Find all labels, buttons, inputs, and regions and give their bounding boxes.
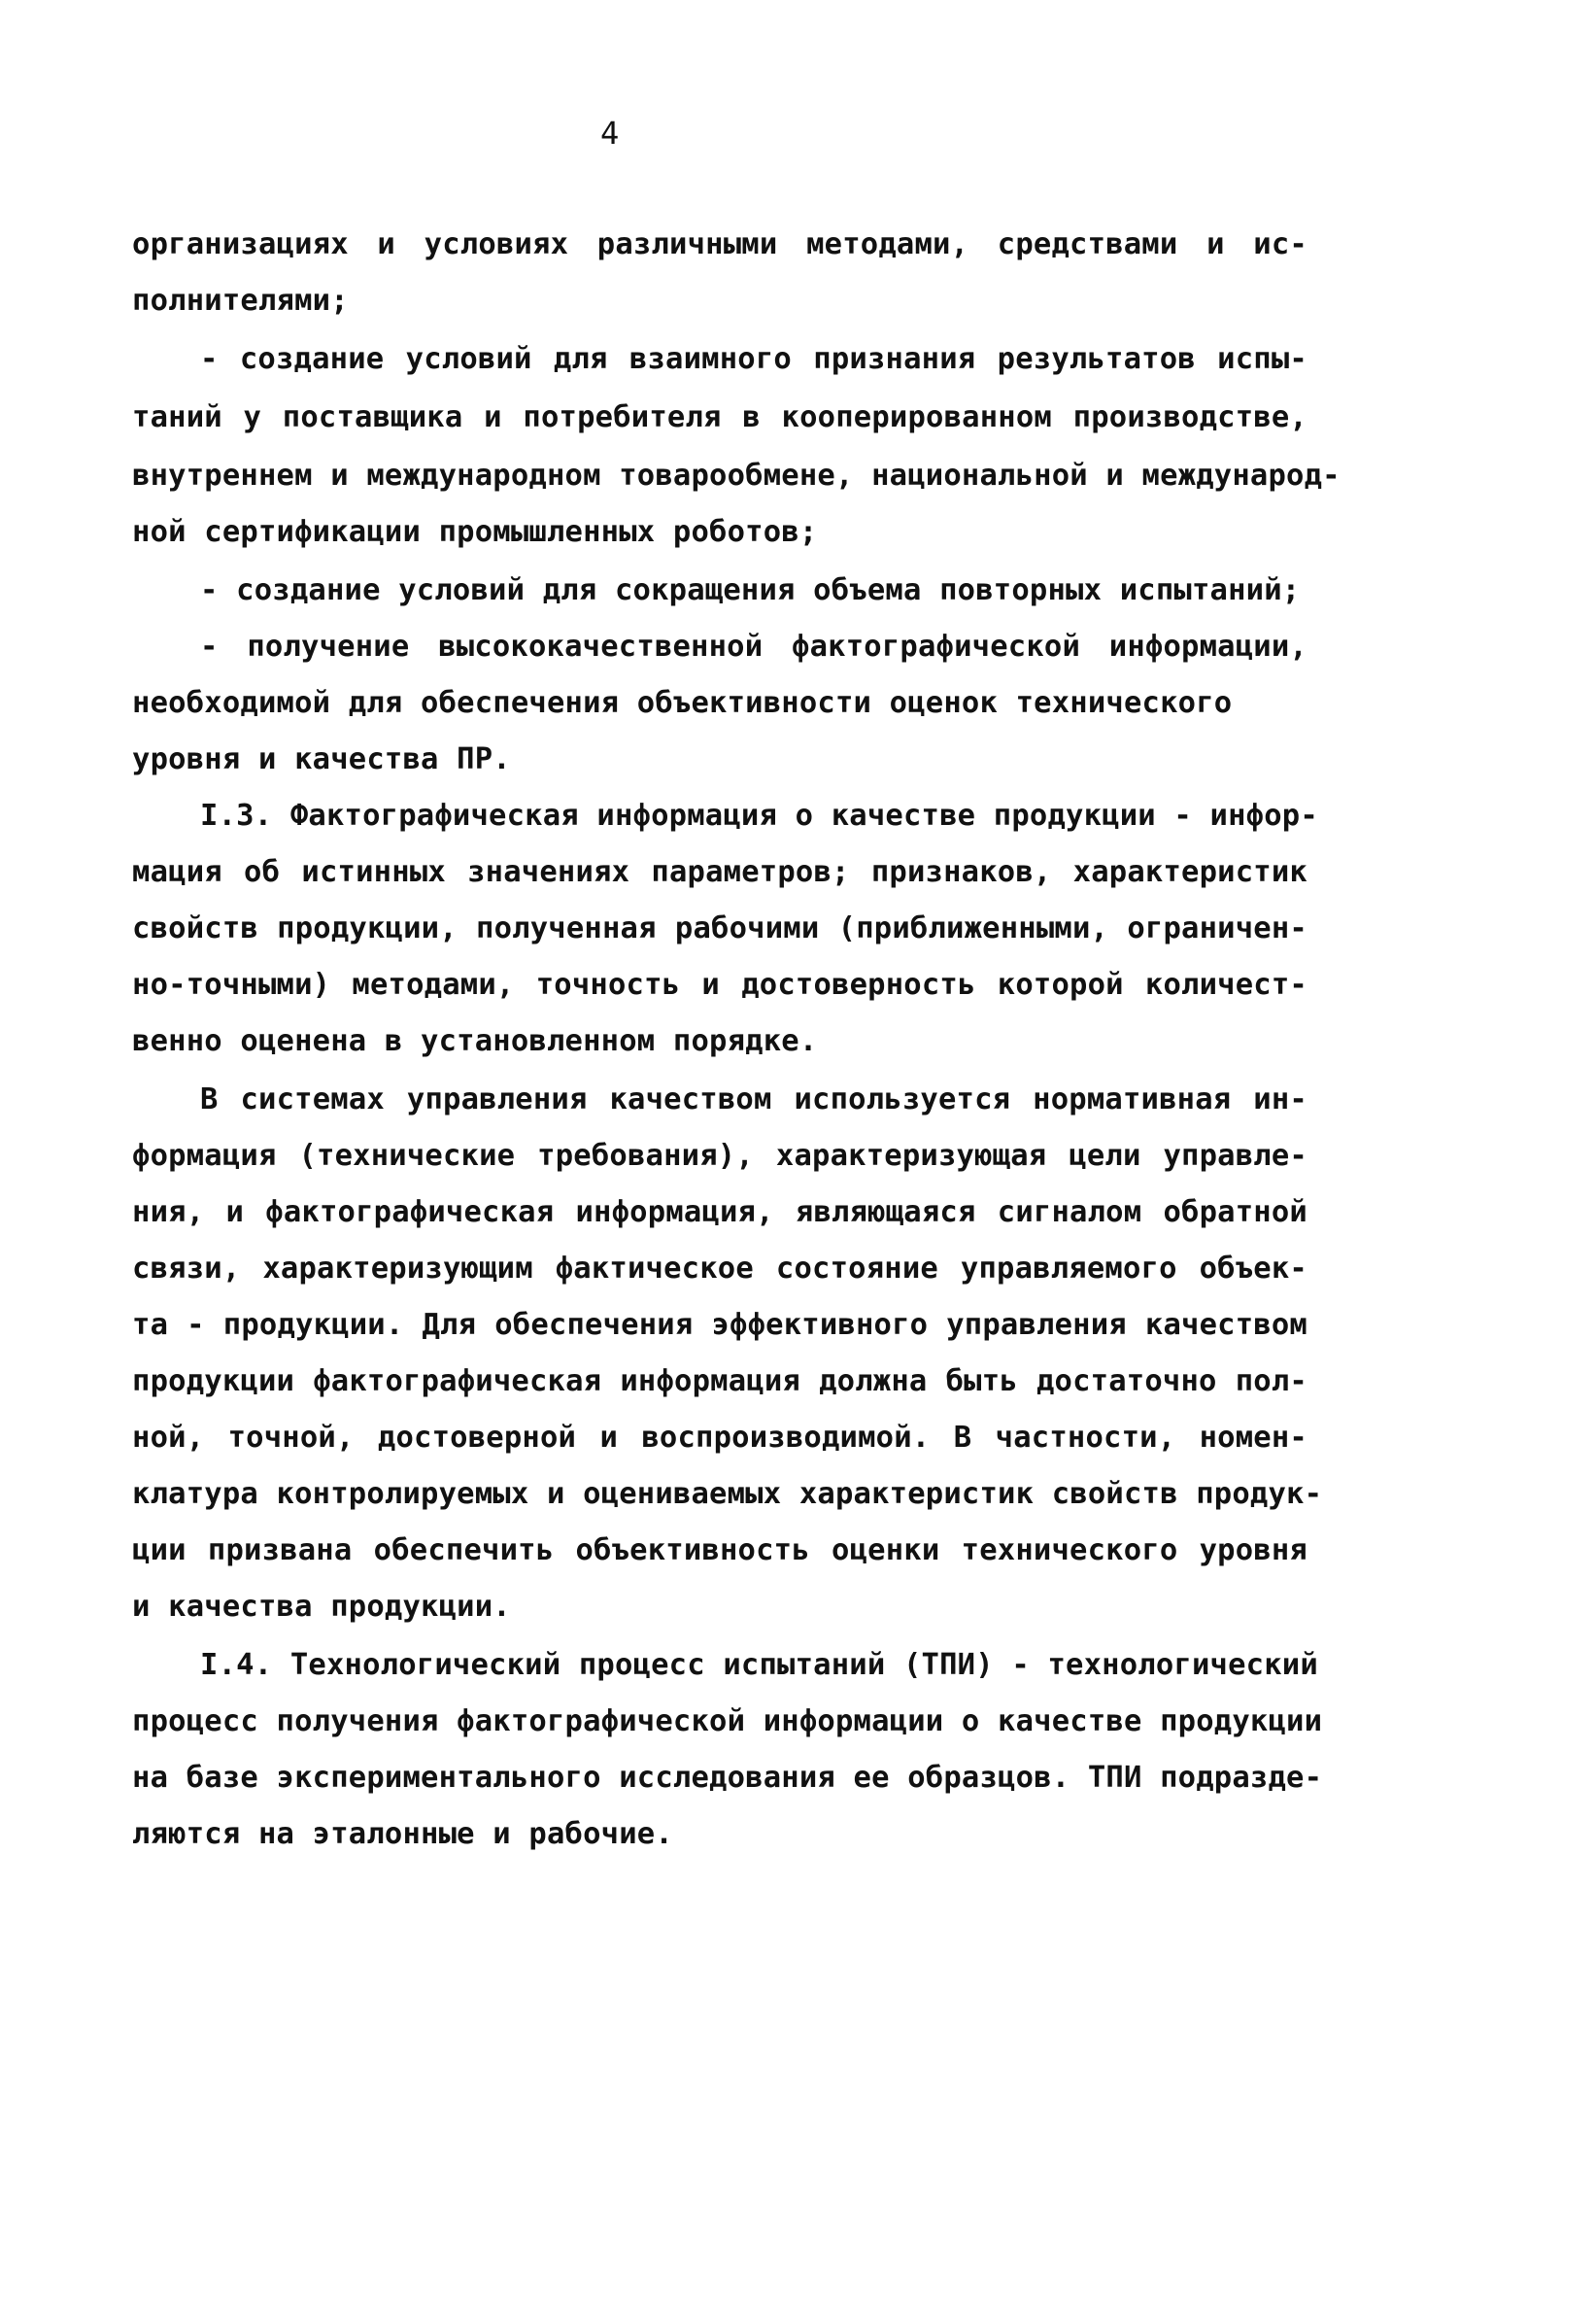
text-line: процесс получения фактографической информации о качестве продукции xyxy=(132,1704,1323,1738)
text-line: та - продукции. Для обеспечения эффективного управления качеством xyxy=(132,1308,1307,1342)
text-line: и качества продукции. xyxy=(132,1590,511,1624)
text-line: внутреннем и международном товарообмене, национальной и международ- xyxy=(132,459,1341,493)
text-line: формация (технические требования), характеризующая цели управле- xyxy=(132,1139,1307,1173)
text-line: необходимой для обеспечения объективности оценок технического xyxy=(132,686,1233,720)
page-number: 4 xyxy=(600,115,620,152)
section-1-3-line: I.3. Фактографическая информация о качестве продукции - инфор- xyxy=(200,799,1318,833)
text-line: ции призвана обеспечить объективность оценки технического уровня xyxy=(132,1533,1307,1567)
text-line: венно оценена в установленном порядке. xyxy=(132,1024,818,1058)
text-line: продукции фактографическая информация должна быть достаточно пол- xyxy=(132,1364,1307,1398)
list-item-line: - создание условий для взаимного признания результатов испы- xyxy=(200,342,1307,376)
paragraph-line: В системах управления качеством используется нормативная ин- xyxy=(200,1082,1307,1116)
list-item-line: - получение высококачественной фактографической информации, xyxy=(200,630,1307,664)
text-line: клатура контролируемых и оцениваемых характеристик свойств продук- xyxy=(132,1477,1323,1511)
text-line: связи, характеризующим фактическое состояние управляемого объек- xyxy=(132,1252,1307,1286)
text-line: свойств продукции, полученная рабочими (приближенными, ограничен- xyxy=(132,911,1307,945)
text-line: ной сертификации промышленных роботов; xyxy=(132,515,818,549)
text-line: уровня и качества ПР. xyxy=(132,742,511,776)
text-line: мация об истинных значениях параметров; признаков, характеристик xyxy=(132,855,1307,889)
list-item-line: - создание условий для сокращения объема повторных испытаний; xyxy=(200,573,1301,607)
text-line: на базе экспериментального исследования ее образцов. ТПИ подразде- xyxy=(132,1761,1323,1795)
text-line: организациях и условиях различными методами, средствами и ис- xyxy=(132,227,1307,261)
text-line: но-точными) методами, точность и достоверность которой количест- xyxy=(132,968,1307,1002)
text-line: полнителями; xyxy=(132,284,349,318)
text-line: ляются на эталонные и рабочие. xyxy=(132,1817,673,1851)
text-line: таний у поставщика и потребителя в кооперированном производстве, xyxy=(132,400,1307,434)
text-line: ния, и фактографическая информация, являющаяся сигналом обратной xyxy=(132,1195,1307,1229)
section-1-4-line: I.4. Технологический процесс испытаний (ТПИ) - технологический xyxy=(200,1648,1318,1682)
text-line: ной, точной, достоверной и воспроизводимой. В частности, номен- xyxy=(132,1421,1307,1455)
